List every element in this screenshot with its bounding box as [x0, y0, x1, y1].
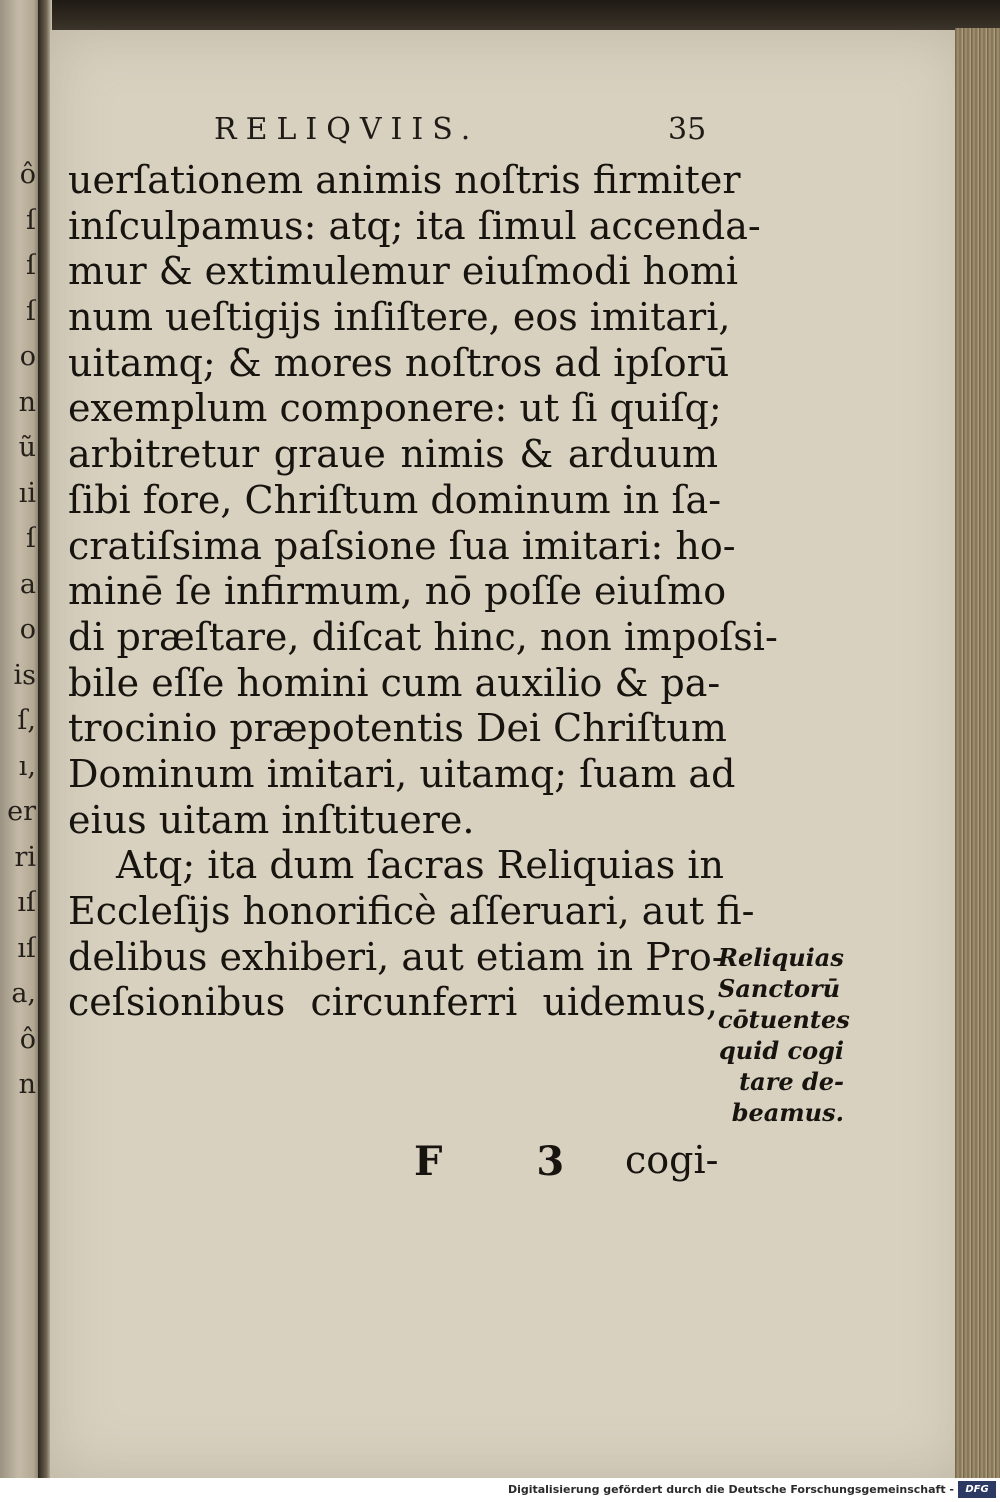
- fragment: a: [19, 568, 36, 600]
- fragment: n: [18, 1069, 36, 1100]
- text-line: ſibi fore, Chriſtum dominum in ſa-: [68, 477, 722, 522]
- fragment: ſ: [26, 295, 36, 327]
- fragment: o: [19, 341, 36, 372]
- page-number: 35: [668, 112, 707, 147]
- text-line: minē ſe infirmum, nō poſſe eiuſmo: [68, 569, 727, 614]
- text-line: Eccleſijs honorificè aſſeruari, aut fi-: [68, 889, 755, 933]
- fragment: n: [18, 386, 36, 418]
- margin-note-line: tare de-: [739, 1067, 844, 1096]
- fragment: ri: [14, 841, 36, 873]
- margin-note-line: Reliquias: [718, 943, 844, 972]
- text-line: eius uitam inſtituere.: [68, 797, 475, 842]
- text-line-paragraph-start: Atq; ita dum ſacras Reliquias in: [116, 843, 724, 888]
- signature-mark: F 3: [414, 1138, 605, 1185]
- fragment: is: [13, 659, 36, 691]
- fragment: ı,: [18, 750, 36, 782]
- book-top-edge: [38, 0, 1000, 30]
- text-line: arbitretur graue nimis & arduum: [68, 432, 718, 477]
- previous-page-edge: [0, 0, 42, 1478]
- text-line: inſculpamus: atq; ita ſimul accenda-: [68, 203, 761, 248]
- text-line: cratiſsima paſsione ſua imitari: ho-: [68, 523, 736, 568]
- text-line: ceſsionibus circunferri uidemus,: [68, 980, 718, 1025]
- margin-note-line: cōtuentes: [718, 1005, 850, 1034]
- margin-note-line: beamus.: [731, 1098, 844, 1127]
- fragment: o: [19, 614, 36, 645]
- text-line: di præſtare, diſcat hinc, non impoſsi-: [68, 614, 778, 659]
- text-line: uerſationem animis noſtris firmiter: [68, 158, 741, 202]
- text-line: uitamq; & mores noſtros ad ipſorū: [68, 340, 730, 385]
- margin-note: [718, 942, 858, 1128]
- previous-page-fragments: [2, 152, 36, 1108]
- margin-note-line: Sanctorū: [718, 974, 841, 1003]
- fragment: ıſ: [17, 887, 36, 918]
- text-line: Dominum imitari, uitamq; ſuam ad: [68, 751, 736, 796]
- fragment: a,: [11, 978, 36, 1009]
- margin-note-line: quid cogi: [718, 1036, 844, 1065]
- body-text: [68, 158, 778, 1026]
- text-line: num ueſtigijs inſiſtere, eos imitari,: [68, 295, 731, 340]
- fragment: ſ,: [17, 705, 36, 736]
- footer-bar: [0, 1478, 1000, 1502]
- fragment: ũ: [18, 432, 36, 463]
- fragment: ſ: [26, 523, 36, 554]
- text-line: mur & extimulemur eiuſmodi homi: [68, 249, 739, 294]
- text-line: delibus exhiberi, aut etiam in Pro-: [68, 934, 725, 979]
- fragment: ô: [19, 1023, 36, 1055]
- text-line: exemplum componere: ut ſi quiſq;: [68, 386, 722, 431]
- fragment: ſ: [26, 250, 36, 281]
- fragment: ô: [19, 159, 36, 190]
- page-stack-edge: [955, 28, 1000, 1478]
- footer-credit: Digitalisierung gefördert durch die Deutsche Forschungsgemeinschaft -: [507, 1483, 954, 1496]
- fragment: er: [7, 796, 36, 827]
- catchword: cogi-: [625, 1138, 719, 1182]
- fragment: ıi: [18, 477, 36, 509]
- text-line: trocinio præpotentis Dei Chriſtum: [68, 706, 727, 751]
- fragment: ıſ: [17, 932, 36, 964]
- text-line: bile eſſe homini cum auxilio & pa-: [68, 660, 721, 705]
- fragment: ſ: [26, 204, 36, 236]
- running-header: RELIQVIIS.: [214, 112, 480, 147]
- dfg-logo: DFG: [958, 1481, 996, 1498]
